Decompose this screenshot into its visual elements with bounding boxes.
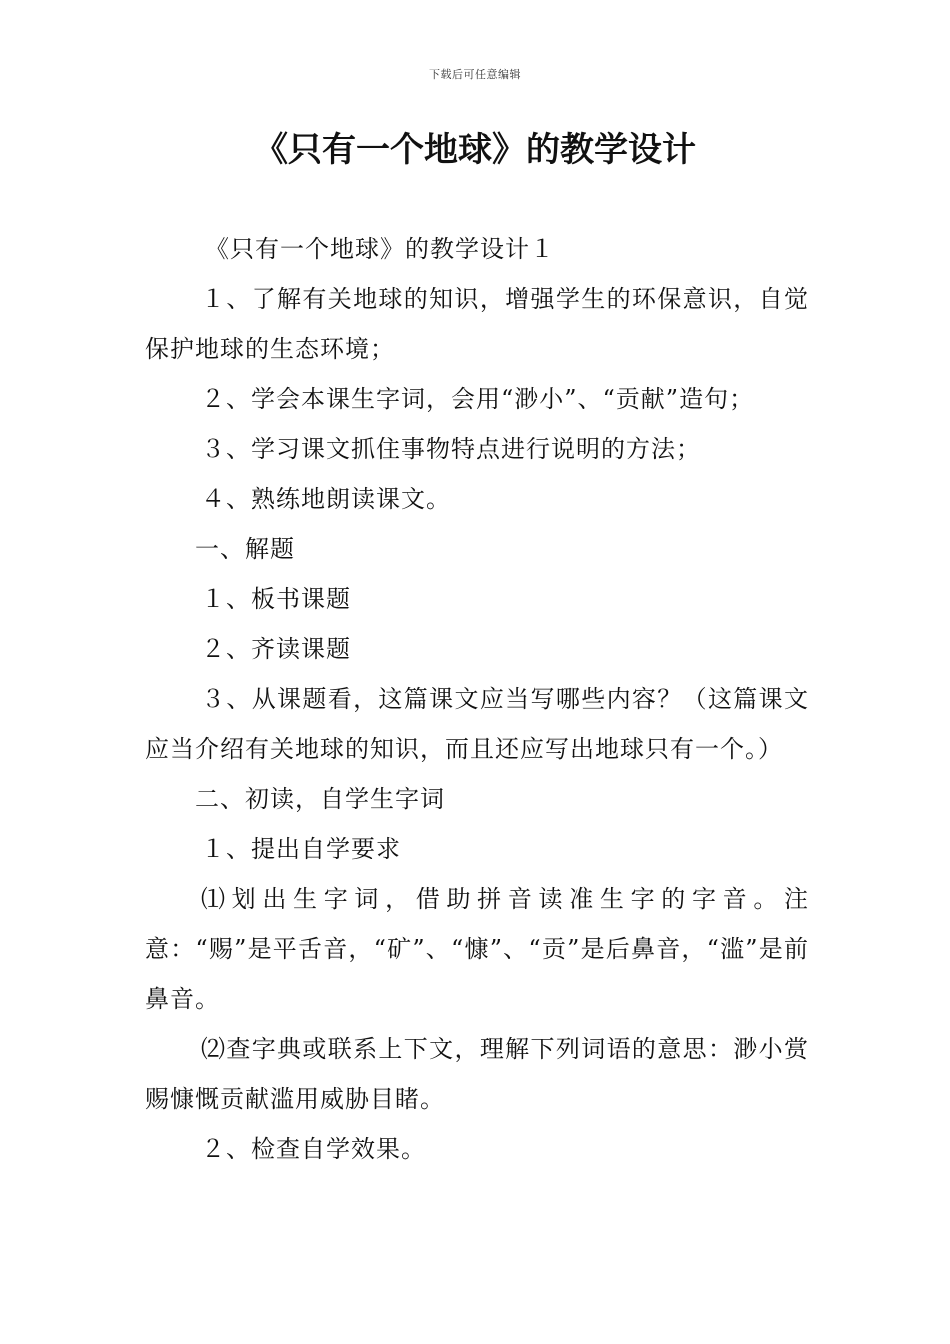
header-note: 下载后可任意编辑: [429, 68, 521, 81]
step-item: ３、从课题看，这篇课文应当写哪些内容？（这篇课文应当介绍有关地球的知识，而且还应写出地球只有一个。）: [145, 685, 809, 763]
step-item: ２、检查自学效果。: [201, 1135, 426, 1163]
step-item: ２、齐读课题: [201, 635, 351, 663]
step-item: １、提出自学要求: [201, 835, 401, 863]
sub-step-item: ⑴划出生字词，借助拼音读准生字的字音。注意：“赐”是平舌音，“矿”、“慷”、“贡”是后鼻音，“滥”是前鼻音。: [145, 885, 809, 1013]
objective-item: ３、学习课文抓住事物特点进行说明的方法；: [201, 435, 701, 463]
objective-item: １、了解有关地球的知识，增强学生的环保意识，自觉保护地球的生态环境；: [145, 285, 809, 363]
document-body: [145, 224, 809, 1174]
document-title: 《只有一个地球》的教学设计: [254, 130, 696, 170]
objective-item: ４、熟练地朗读课文。: [201, 485, 451, 513]
sub-step-item: ⑵查字典或联系上下文，理解下列词语的意思：渺小赏赐慷慨贡献滥用威胁目睹。: [145, 1035, 809, 1113]
section-subtitle: 《只有一个地球》的教学设计１: [205, 235, 555, 263]
objective-item: ２、学会本课生字词，会用“渺小”、“贡献”造句；: [201, 385, 755, 413]
section-heading: 二、初读，自学生字词: [195, 785, 445, 813]
step-item: １、板书课题: [201, 585, 351, 613]
section-heading: 一、解题: [195, 535, 295, 563]
